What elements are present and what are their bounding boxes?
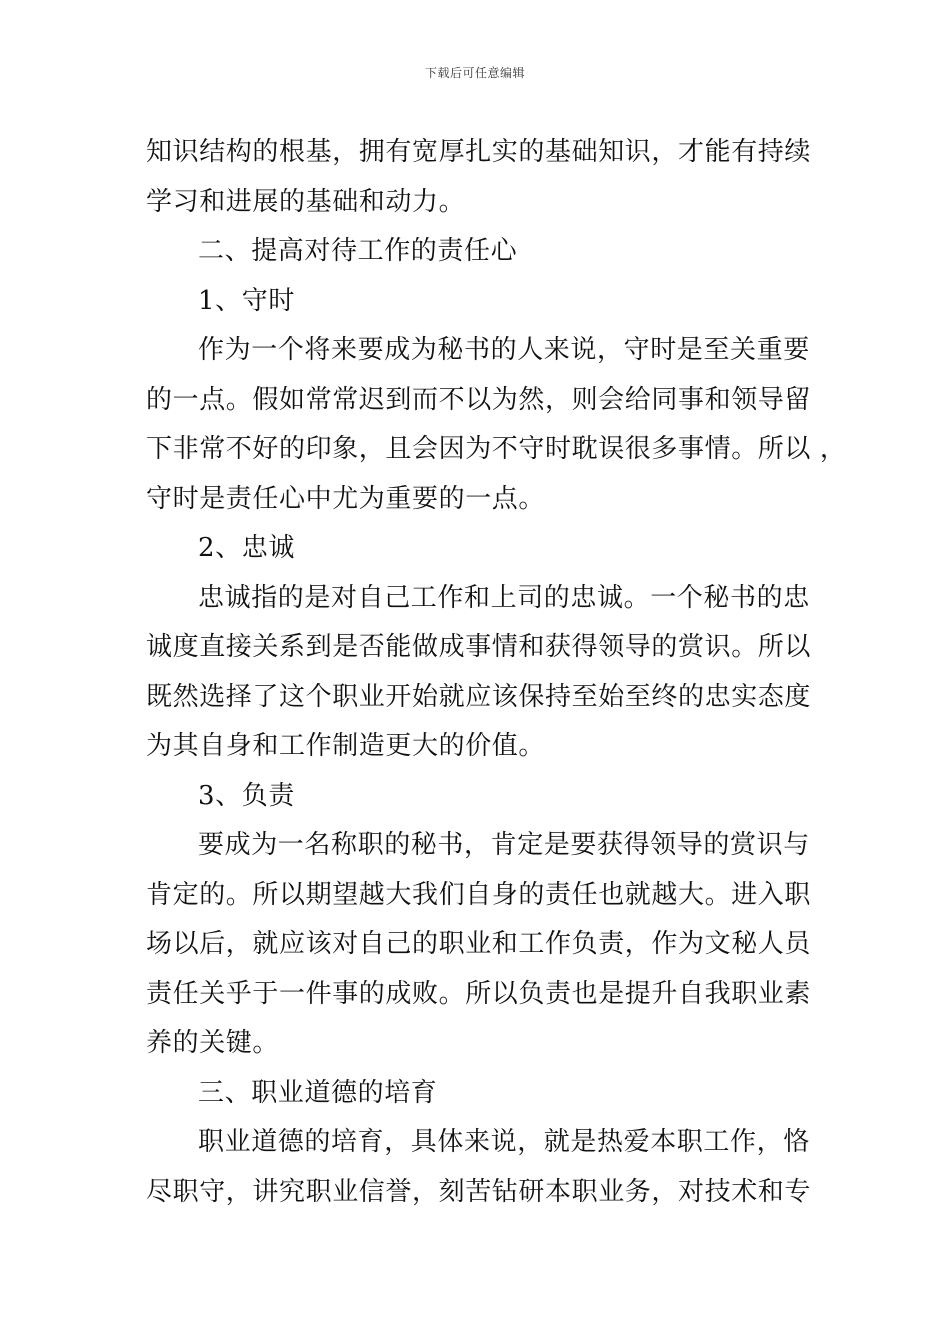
text-line: 下非常不好的印象，且会因为不守时耽误很多事情。所以 ， xyxy=(146,434,847,464)
text-line: 责任关乎于一件事的成败。所以负责也是提升自我职业素 xyxy=(146,978,812,1009)
text-line: 养的关键。 xyxy=(146,1028,280,1058)
text-line: 职业道德的培育，具体来说，就是热爱本职工作，恪 xyxy=(198,1127,810,1157)
text-line: 要成为一名称职的秘书，肯定是要获得领导的赏识与 xyxy=(198,830,810,860)
text-line: 既然选择了这个职业开始就应该保持至始至终的忠实态度 xyxy=(146,681,812,712)
text-line: 守时是责任心中尤为重要的一点。 xyxy=(146,483,546,514)
text-line: 作为一个将来要成为秘书的人来说，守时是至关重要 xyxy=(198,335,810,365)
subsection-heading: 2、忠诚 xyxy=(198,533,295,563)
subsection-heading: 1、守时 xyxy=(198,285,295,316)
subsection-heading: 3、负责 xyxy=(198,780,295,811)
text-line: 诚度直接关系到是否能做成事情和获得领导的赏识。所以 xyxy=(146,632,812,662)
text-line: 场以后，就应该对自己的职业和工作负责，作为文秘人员 xyxy=(146,929,812,959)
page-header: 下载后可任意编辑 xyxy=(424,66,525,80)
text-line: 的一点。假如常常迟到而不以为然，则会给同事和领导留 xyxy=(146,384,812,415)
text-line: 知识结构的根基，拥有宽厚扎实的基础知识，才能有持续 xyxy=(146,137,812,167)
section-heading: 二、提高对待工作的责任心 xyxy=(198,236,518,266)
section-heading: 三、职业道德的培育 xyxy=(198,1077,438,1108)
text-line: 尽职守，讲究职业信誉，刻苦钻研本职业务，对技术和专 xyxy=(146,1176,812,1207)
document-body xyxy=(146,128,847,1217)
text-line: 肯定的。所以期望越大我们自身的责任也就越大。进入职 xyxy=(146,879,812,910)
text-line: 学习和进展的基础和动力。 xyxy=(146,186,466,217)
text-line: 忠诚指的是对自己工作和上司的忠诚。一个秘书的忠 xyxy=(198,582,810,613)
text-line: 为其自身和工作制造更大的价值。 xyxy=(146,731,546,761)
